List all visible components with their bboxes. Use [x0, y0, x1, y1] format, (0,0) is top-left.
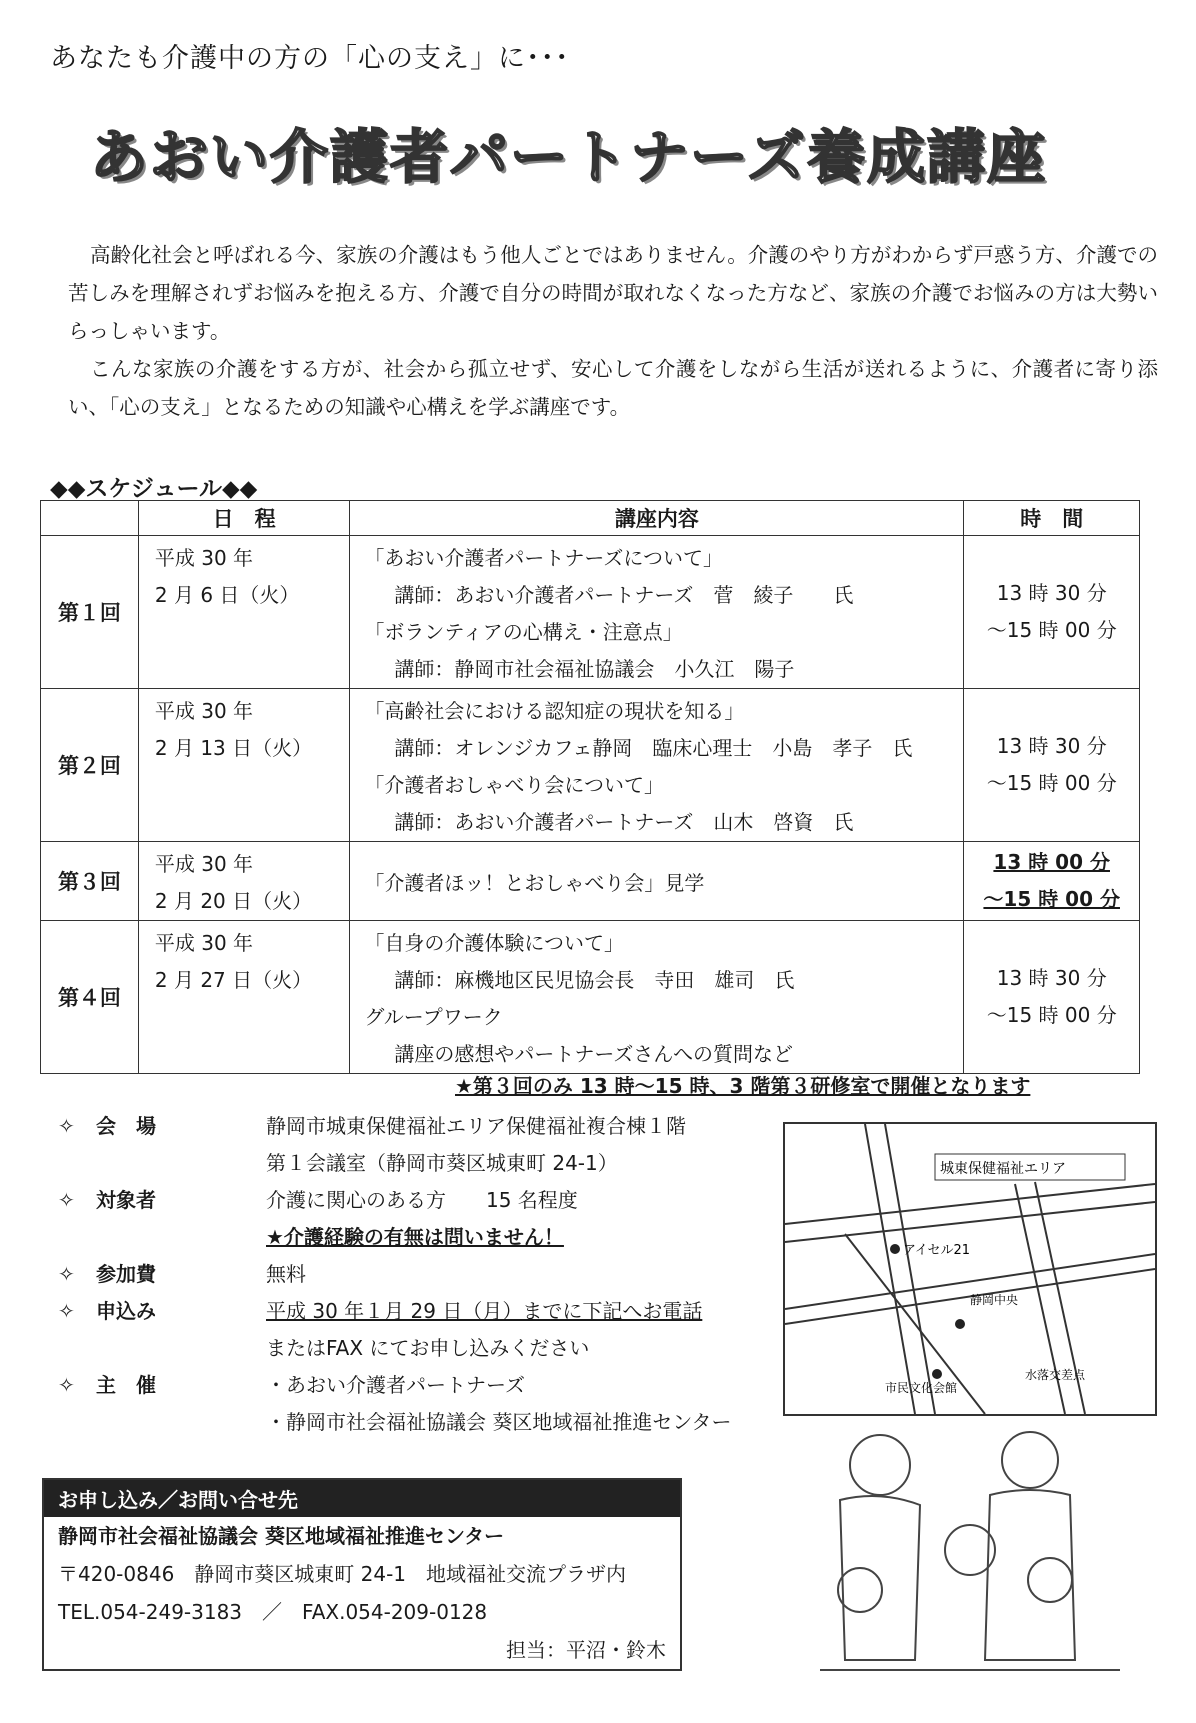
table-row [41, 921, 1140, 1074]
spacer [58, 1330, 96, 1367]
content-line: 「自身の介護体験について」 [364, 931, 624, 955]
date: 2 月 13 日（火） [154, 736, 313, 760]
contact-phone: TEL.054-249-3183 ／ FAX.054-209-0128 [58, 1600, 488, 1624]
year: 平成 30 年 [154, 546, 254, 570]
host-label: 主 催 [96, 1373, 156, 1397]
contact-staff: 担当：平沼・鈴木 [506, 1638, 666, 1662]
spacer [96, 1404, 266, 1441]
time-end: ～15 時 00 分 [986, 618, 1117, 642]
sparkle-icon: ✧ [58, 1373, 75, 1397]
spacer [58, 1219, 96, 1256]
contact-org: 静岡市社会福祉協議会 葵区地域福祉推進センター [58, 1524, 505, 1548]
venue-value: 第１会議室（静岡市葵区城東町 24-1） [266, 1151, 618, 1175]
fee-label: 参加費 [96, 1262, 156, 1286]
table-row [41, 689, 1140, 842]
session-content [350, 842, 964, 921]
event-info [58, 1108, 732, 1441]
target-row-2 [58, 1219, 732, 1256]
sparkle-icon: ✧ [58, 1299, 75, 1323]
sparkle-icon: ✧ [58, 1262, 75, 1286]
map-label: 城東保健福祉エリア [940, 1161, 1066, 1177]
content-line: 講師：静岡市社会福祉協議会 小久江 陽子 [394, 657, 795, 681]
content-line: 「介護者ほッ！とおしゃべり会」見学 [364, 870, 705, 895]
date: 2 月 6 日（火） [154, 583, 300, 607]
sparkle-icon: ✧ [58, 1188, 75, 1212]
session-time [964, 842, 1140, 921]
map-label: 市民文化会館 [885, 1381, 958, 1395]
spacer [58, 1145, 96, 1182]
time-end: ～15 時 00 分 [986, 771, 1117, 795]
venue-row [58, 1108, 732, 1145]
session-date [138, 536, 349, 689]
host-row-2 [58, 1404, 732, 1441]
intro-paragraph: こんな家族の介護をする方が、社会から孤立せず、安心して介護をしながら生活が送れるように、介護者に寄り添い、「心の支え」となるための知識や心構えを学ぶ講座です。 [68, 357, 1158, 419]
schedule-heading: ◆◆スケジュール◆◆ [50, 476, 258, 502]
content-line: 「高齢社会における認知症の現状を知る」 [364, 699, 745, 723]
content-line: 講師：オレンジカフェ静岡 臨床心理士 小島 孝子 氏 [394, 736, 913, 760]
content-line: 講座の感想やパートナーズさんへの質問など [394, 1042, 793, 1066]
target-row [58, 1182, 732, 1219]
session-date [138, 689, 349, 842]
table-row [41, 842, 1140, 921]
host-row [58, 1367, 732, 1404]
content-line: 講師：あおい介護者パートナーズ 菅 綾子 氏 [394, 583, 854, 607]
apply-value: 平成 30 年１月 29 日（月）までに下記へお電話 [266, 1299, 703, 1323]
venue-value: 静岡市城東保健福祉エリア保健福祉複合棟１階 [266, 1114, 686, 1138]
apply-value: またはFAX にてお申し込みください [266, 1336, 590, 1360]
time-end: ～15 時 00 分 [986, 1003, 1117, 1027]
target-label: 対象者 [96, 1188, 156, 1212]
spacer [58, 1404, 96, 1441]
content-line: 講師：麻機地区民児協会長 寺田 雄司 氏 [394, 968, 795, 992]
year: 平成 30 年 [154, 699, 254, 723]
fee-row [58, 1256, 732, 1293]
target-note: ★介護経験の有無は問いません！ [266, 1225, 564, 1249]
sparkle-icon: ✧ [58, 1114, 75, 1138]
header-blank [41, 501, 139, 536]
apply-label: 申込み [96, 1299, 156, 1323]
map-label: アイセル21 [903, 1243, 970, 1258]
time-start: 13 時 30 分 [996, 734, 1107, 758]
content-line: 「あおい介護者パートナーズについて」 [364, 546, 723, 570]
schedule-table [40, 500, 1140, 1074]
contact-box [42, 1478, 682, 1671]
content-line: 「介護者おしゃべり会について」 [364, 773, 664, 797]
contact-heading: お申し込み／お問い合せ先 [44, 1480, 680, 1517]
map-label: 静岡中央 [970, 1293, 1019, 1307]
family-illustration-drawing [820, 1430, 1120, 1700]
apply-row-2 [58, 1330, 732, 1367]
host-value: ・あおい介護者パートナーズ [266, 1373, 525, 1397]
content-line: 講師：あおい介護者パートナーズ 山木 啓資 氏 [394, 810, 854, 834]
session-no: 第３回 [41, 842, 139, 921]
family-illustration [820, 1430, 1120, 1700]
year: 平成 30 年 [154, 852, 254, 876]
date: 2 月 20 日（火） [154, 889, 313, 913]
session-content [350, 689, 964, 842]
session-no: 第４回 [41, 921, 139, 1074]
content-line: 「ボランティアの心構え・注意点」 [364, 620, 683, 644]
host-value: ・静岡市社会福祉協議会 葵区地域福祉推進センター [266, 1410, 732, 1434]
spacer [96, 1219, 266, 1256]
table-row [41, 536, 1140, 689]
venue-row-2 [58, 1145, 732, 1182]
time-start: 13 時 30 分 [996, 966, 1107, 990]
intro [68, 236, 1158, 426]
content-line: グループワーク [364, 1005, 503, 1029]
session-date [138, 921, 349, 1074]
target-value: 介護に関心のある方 15 名程度 [266, 1188, 578, 1212]
year: 平成 30 年 [154, 931, 254, 955]
tagline: あなたも介護中の方の「心の支え」に･･･ [50, 43, 570, 74]
schedule-note: ★第３回のみ 13 時～15 時、3 階第３研修室で開催となります [455, 1074, 1031, 1098]
session-time [964, 689, 1140, 842]
session-content [350, 921, 964, 1074]
fee-value: 無料 [266, 1262, 306, 1286]
session-no: 第２回 [41, 689, 139, 842]
session-content [350, 536, 964, 689]
date: 2 月 27 日（火） [154, 968, 313, 992]
map-drawing [785, 1124, 1155, 1414]
page-title: あおい介護者パートナーズ養成講座 [90, 123, 1048, 191]
session-date [138, 842, 349, 921]
spacer [96, 1330, 266, 1367]
header-content: 講座内容 [350, 501, 964, 536]
venue-map [783, 1122, 1157, 1416]
session-time [964, 536, 1140, 689]
contact-address: 〒420-0846 静岡市葵区城東町 24-1 地域福祉交流プラザ内 [58, 1562, 627, 1586]
time-end: ～15 時 00 分 [983, 887, 1120, 911]
map-label: 水落交差点 [1025, 1368, 1086, 1382]
header-time: 時 間 [964, 501, 1140, 536]
table-header-row [41, 501, 1140, 536]
spacer [96, 1145, 266, 1182]
time-start: 13 時 30 分 [996, 581, 1107, 605]
header-date: 日 程 [138, 501, 349, 536]
intro-paragraph: 高齢化社会と呼ばれる今、家族の介護はもう他人ごとではありません。介護のやり方がわからず戸惑う方、介護での苦しみを理解されずお悩みを抱える方、介護で自分の時間が取れなくなった方など、家族の介護でお悩みの方は大勢いらっしゃいます。 [68, 243, 1158, 343]
apply-row [58, 1293, 732, 1330]
time-start: 13 時 00 分 [993, 850, 1110, 874]
session-time [964, 921, 1140, 1074]
venue-label: 会 場 [96, 1114, 156, 1138]
session-no: 第１回 [41, 536, 139, 689]
